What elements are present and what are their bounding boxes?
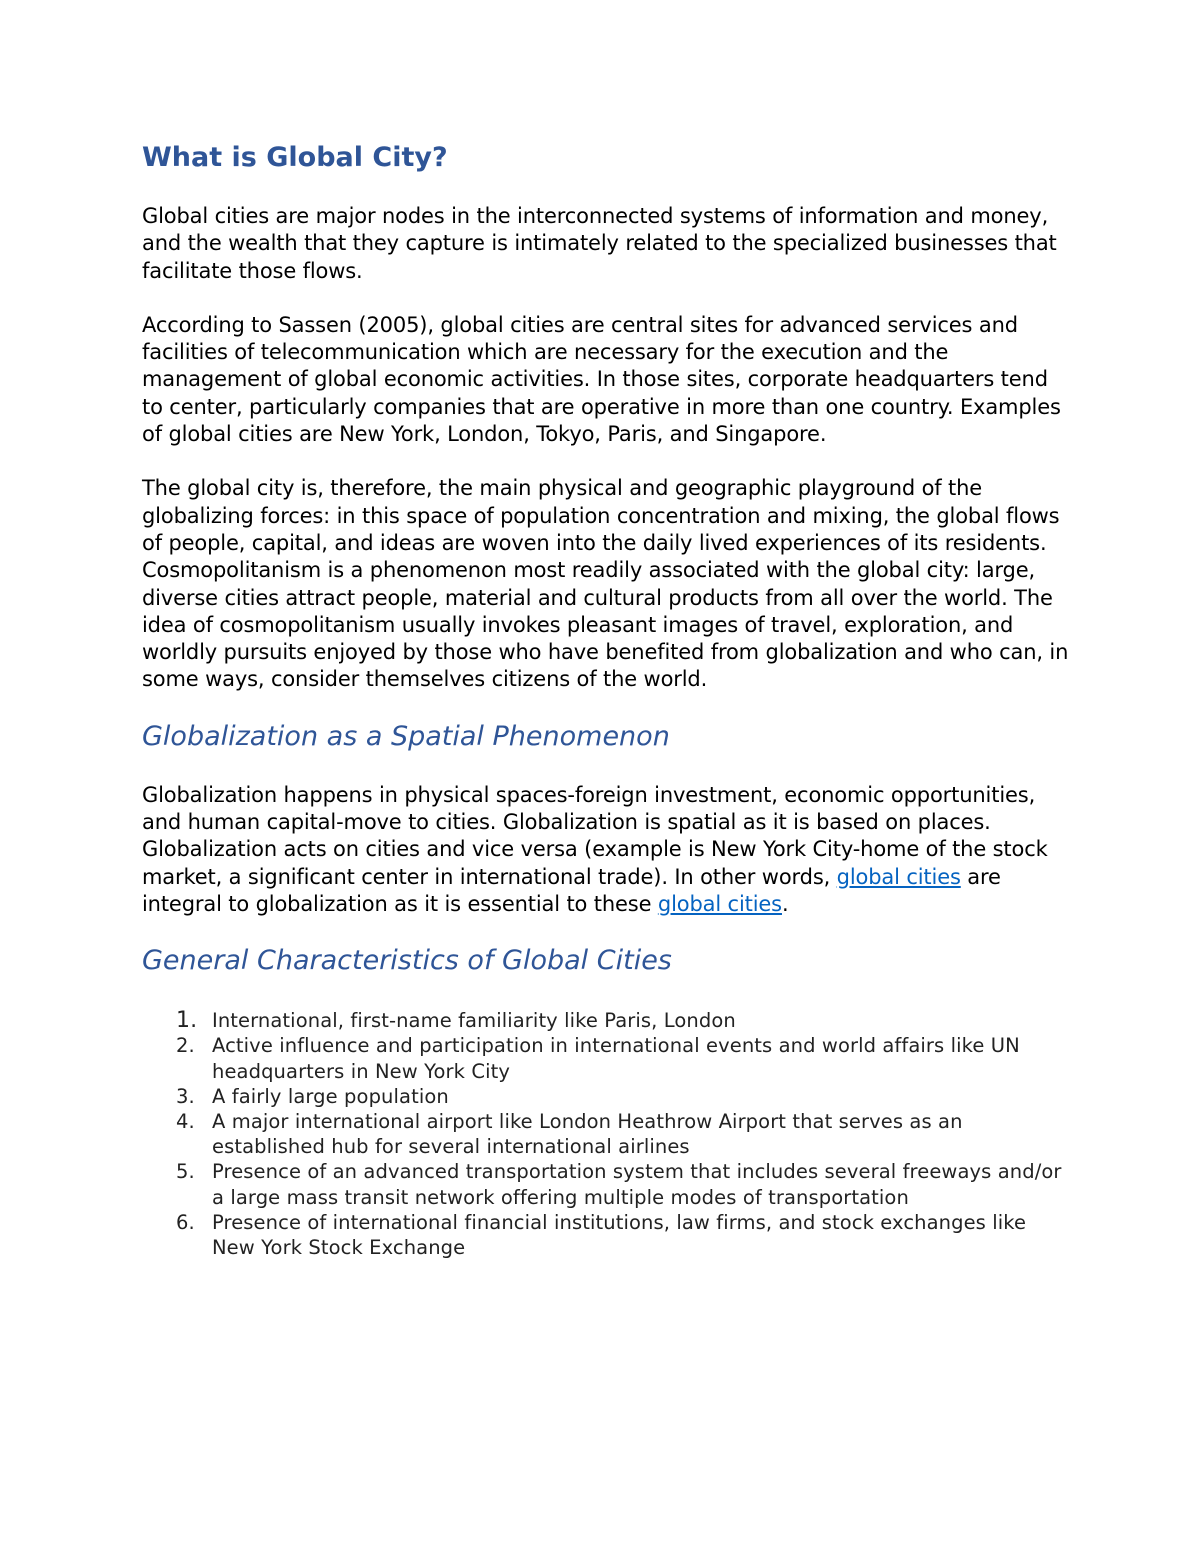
list-item-number: 4. bbox=[176, 1110, 195, 1134]
list-item-number: 1. bbox=[176, 1008, 198, 1034]
list-item bbox=[142, 1210, 1072, 1260]
list-item-number: 3. bbox=[176, 1084, 195, 1108]
spatial-text-part-3: . bbox=[781, 891, 789, 916]
list-item bbox=[142, 1159, 1072, 1209]
paragraph-sassen: According to Sassen (2005), global cities are central sites for advanced services and facilities of telecommunication which are necessary for the execution and the management of global economic activities. In those sites, corporate headquarters tend to center, particularly companies that are operative in more than one country. Examples of global cities are New York, London, Tokyo, Paris, and Singapore. bbox=[142, 312, 1061, 447]
list-item bbox=[142, 1084, 1072, 1109]
list-item-text: Presence of an advanced transportation system that includes several freeways and/or a large mass transit network offering multiple modes of transportation bbox=[212, 1160, 1062, 1209]
paragraph-cosmopolitanism: The global city is, therefore, the main physical and geographic playground of the globalizing forces: in this space of population concentration and mixing, the global flows of people, capital, and ideas are woven into the daily lived experiences of its residents. Cosmopolitanism is a phenomenon most readily associated with the global city: large, diverse cities attract people, material and cultural products from all over the world. The idea of cosmopolitanism usually invokes pleasant images of travel, exploration, and worldly pursuits enjoyed by those who have benefited from globalization and who can, in some ways, consider themselves citizens of the world. bbox=[142, 476, 1069, 692]
list-item-number: 5. bbox=[176, 1160, 195, 1184]
paragraph-definition: Global cities are major nodes in the interconnected systems of information and money, and the wealth that they capture is intimately related to the specialized businesses that facilitate those flows. bbox=[142, 204, 1057, 283]
list-item bbox=[142, 1008, 1072, 1033]
list-item-text: International, first-name familiarity like Paris, London bbox=[212, 1009, 736, 1033]
list-item-text: Presence of international financial institutions, law firms, and stock exchanges like New York Stock Exchange bbox=[212, 1210, 1027, 1260]
spatial-text-part-1: Globalization happens in physical spaces-foreign investment, economic opportunities, and human capital-move to cities. Globalization is spatial as it is based on places. Globalization acts on cities and vice versa (example is New York City-home of the stock market, a significant center in international trade). In other words, bbox=[142, 782, 1048, 889]
paragraph-spatial bbox=[142, 782, 1072, 918]
list-item bbox=[142, 1109, 1072, 1159]
global-cities-link-2[interactable]: global cities bbox=[657, 891, 782, 916]
list-item-text: A major international airport like London Heathrow Airport that serves as an established hub for several international airlines bbox=[212, 1110, 963, 1159]
list-item-number: 6. bbox=[176, 1210, 195, 1234]
characteristics-list bbox=[142, 1008, 1072, 1260]
list-item-text: Active influence and participation in international events and world affairs like UN headquarters in New York City bbox=[212, 1034, 1020, 1083]
list-item-number: 2. bbox=[176, 1034, 195, 1058]
document-page bbox=[142, 138, 1072, 1260]
list-item bbox=[142, 1033, 1072, 1083]
spatial-text-part-2: are integral to globalization as it is essential to these bbox=[142, 864, 1001, 916]
page-title: What is Global City? bbox=[142, 142, 448, 173]
section-heading-characteristics: General Characteristics of Global Cities bbox=[142, 945, 672, 977]
list-item-text: A fairly large population bbox=[212, 1084, 449, 1108]
global-cities-link-1[interactable]: global cities bbox=[836, 864, 961, 889]
section-heading-spatial: Globalization as a Spatial Phenomenon bbox=[142, 720, 670, 752]
